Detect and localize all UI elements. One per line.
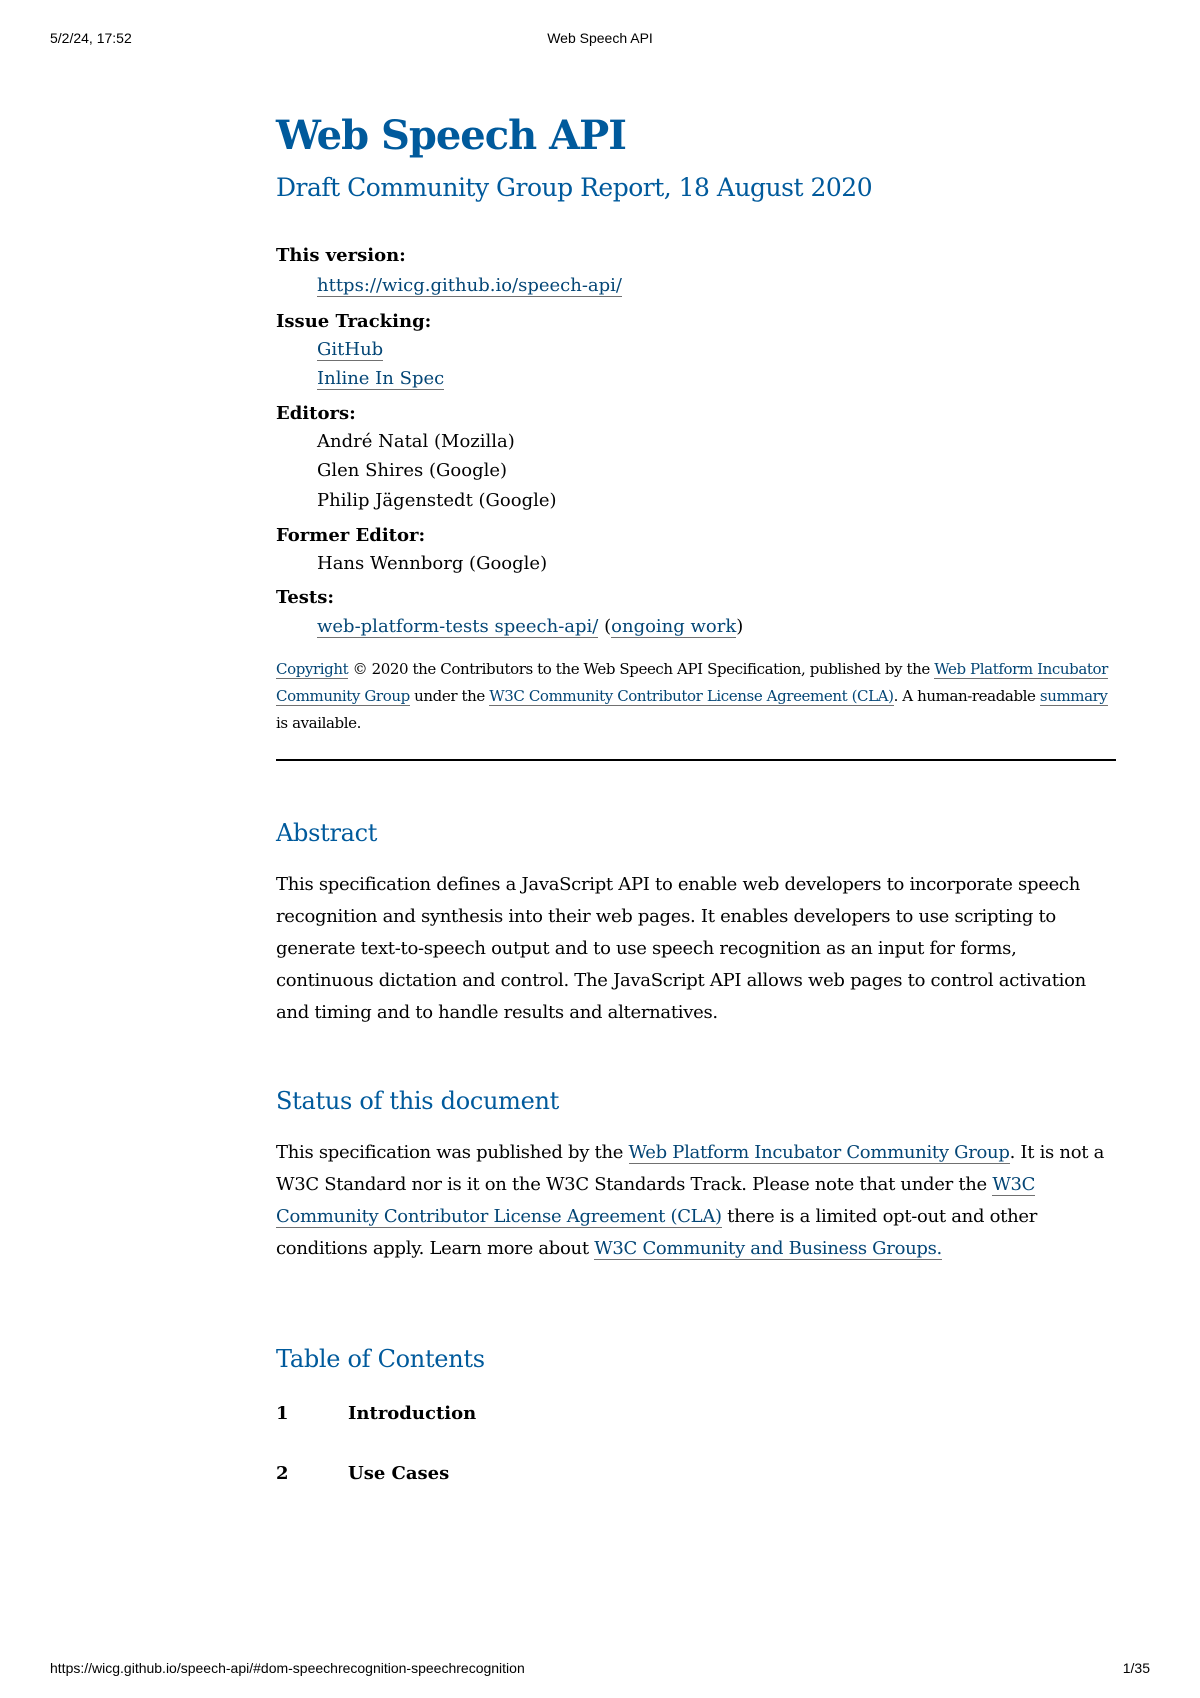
cla-link[interactable]: W3C Community Contributor License Agreement (CLA) <box>489 687 894 705</box>
issue-tracking-label: Issue Tracking: <box>276 311 432 332</box>
this-version-label: This version: <box>276 245 406 266</box>
print-title: Web Speech API <box>547 30 653 46</box>
wpicg-link[interactable]: Web Platform Incubator Community Group <box>628 1142 1010 1163</box>
copyright-text: under the <box>409 687 490 705</box>
tests-paren-open: ( <box>604 616 612 637</box>
copyright-link[interactable]: Copyright <box>276 660 349 678</box>
wpicg-link[interactable]: Web Platform Incubator Community Group <box>276 660 1108 705</box>
editor-name: Philip Jägenstedt (Google) <box>317 490 557 511</box>
tests-link[interactable]: web-platform-tests speech-api/ <box>317 616 599 637</box>
status-heading: Status of this document <box>276 1087 559 1115</box>
ongoing-work-link[interactable]: ongoing work <box>611 616 737 637</box>
abstract-text: This specification defines a JavaScript API to enable web developers to incorporate speech recognition and synthesis into their web pages. It enables developers to use scripting to generate text-to-speech output and to use speech recognition as an input for forms, continuous dictation and control. The JavaScript API allows web pages to control activation and timing and to handle results and alternatives. <box>276 874 1086 1023</box>
toc-list <box>276 1403 1116 1523</box>
tests-paren-close: ) <box>736 616 744 637</box>
cla-link[interactable]: W3C Community Contributor License Agreement (CLA) <box>276 1174 1036 1227</box>
divider <box>276 759 1116 761</box>
tests-label: Tests: <box>276 587 335 608</box>
former-editor-label: Former Editor: <box>276 525 426 546</box>
spec-metadata <box>276 242 1116 642</box>
inline-in-spec-link[interactable]: Inline In Spec <box>317 368 445 389</box>
toc-item[interactable] <box>276 1403 1116 1463</box>
status-text-part: . It is not a W3C Standard nor is it on the W3C Standards Track. Please note that under the <box>276 1142 1105 1195</box>
former-editor-name: Hans Wennborg (Google) <box>317 553 548 574</box>
this-version-link[interactable]: https://wicg.github.io/speech-api/ <box>317 275 622 296</box>
editors-label: Editors: <box>276 403 356 424</box>
status-text <box>276 1137 1116 1265</box>
copyright-text: © 2020 the Contributors to the Web Speech API Specification, published by the <box>348 660 935 678</box>
document-content <box>276 112 1116 1523</box>
summary-link[interactable]: summary <box>1039 687 1108 705</box>
print-datetime: 5/2/24, 17:52 <box>50 30 132 46</box>
github-link[interactable]: GitHub <box>317 339 384 360</box>
print-page-number: 1/35 <box>1122 1660 1150 1676</box>
page-title: Web Speech API <box>276 112 626 159</box>
toc-item-number: 2 <box>276 1463 289 1484</box>
copyright-notice <box>276 656 1116 737</box>
copyright-text: is available. <box>276 714 362 732</box>
editor-name: Glen Shires (Google) <box>317 460 508 481</box>
community-groups-link[interactable]: W3C Community and Business Groups. <box>594 1238 942 1259</box>
toc-item-label[interactable]: Introduction <box>348 1403 477 1424</box>
editor-name: André Natal (Mozilla) <box>317 431 515 452</box>
status-text-part: This specification was published by the <box>276 1142 629 1163</box>
toc-item-label[interactable]: Use Cases <box>348 1463 450 1484</box>
status-text-part: there is a limited opt-out and other conditions apply. Learn more about <box>276 1206 1038 1259</box>
copyright-text: . A human-readable <box>893 687 1040 705</box>
toc-item[interactable] <box>276 1463 1116 1523</box>
abstract-heading: Abstract <box>276 819 378 847</box>
toc-item-number: 1 <box>276 1403 289 1424</box>
toc-heading: Table of Contents <box>276 1345 485 1373</box>
print-url: https://wicg.github.io/speech-api/#dom-speechrecognition-speechrecognition <box>50 1660 525 1676</box>
page-subtitle: Draft Community Group Report, 18 August 2020 <box>276 173 873 202</box>
